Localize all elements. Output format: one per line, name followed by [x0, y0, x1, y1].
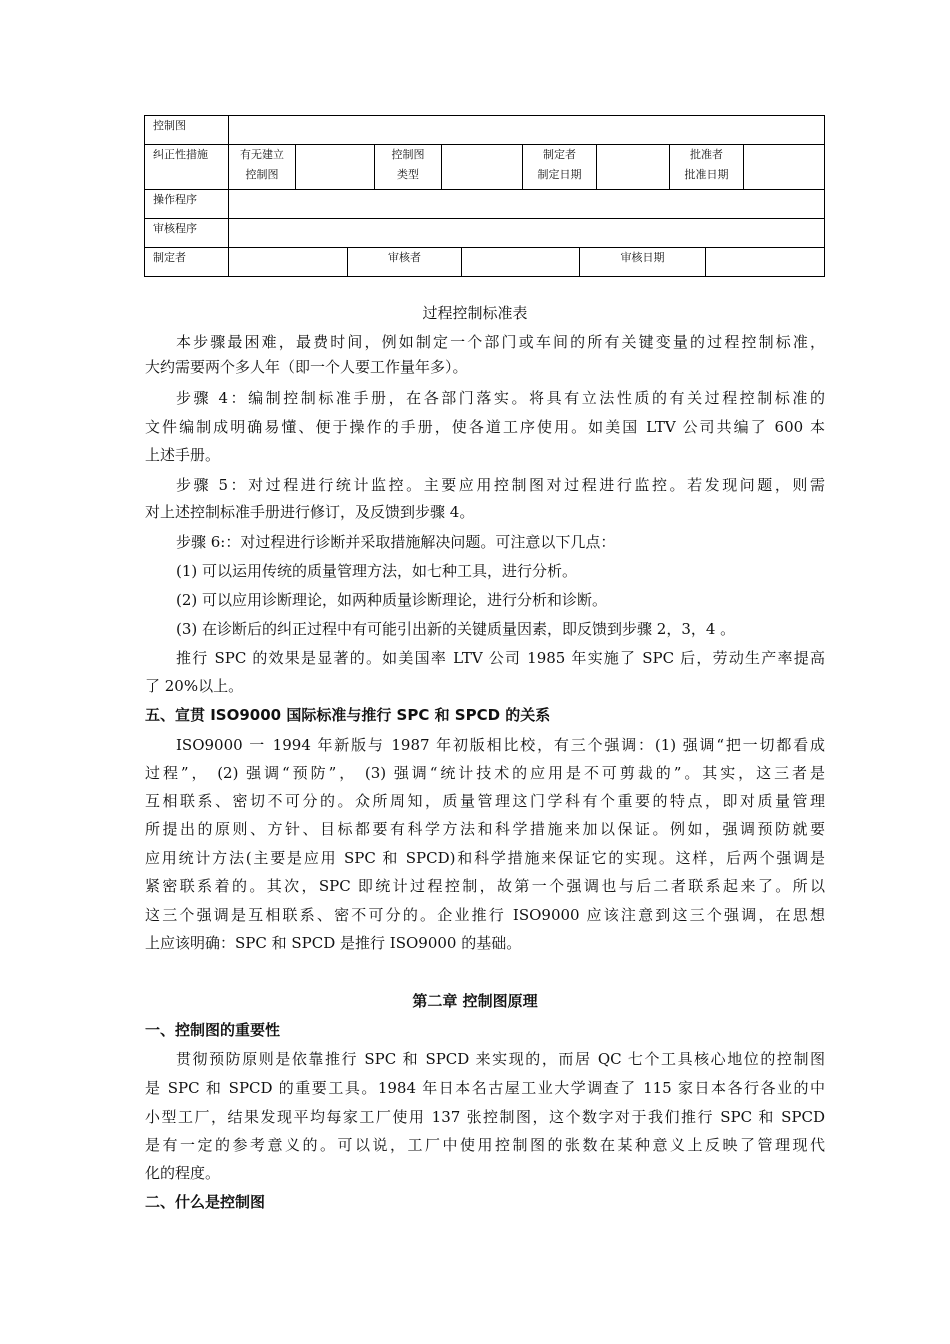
- section-5-line: 上应该明确：SPC 和 SPCD 是推行 ISO9000 的基础。: [145, 934, 522, 952]
- section-5-line: ISO9000 一 1994 年新版与 1987 年初版相比校，有三个强调：(1) 强调“把一切都看成: [176, 736, 825, 754]
- table-label-control-chart: 控制图: [145, 116, 229, 145]
- table-cell-approver-date: [670, 145, 744, 190]
- table-label-auditor: 审核者: [348, 248, 462, 277]
- paragraph-line: 大约需要两个多人年（即一个人要工作量年多）。: [145, 358, 468, 376]
- section-5-line: 互相联系、密切不可分的。众所周知，质量管理这门学科有个重要的特点，即对质量管理: [145, 792, 825, 810]
- chapter-heading-1: 一、控制图的重要性: [145, 1021, 281, 1039]
- table-cell-text: 有无建立: [240, 148, 284, 161]
- chapter-heading-2: 二、什么是控制图: [145, 1193, 266, 1211]
- table-cell-empty: [462, 248, 580, 277]
- chapter-title: 第二章 控制图原理: [412, 992, 538, 1010]
- table-cell-text: 批准日期: [684, 168, 729, 181]
- effect-line: 推行 SPC 的效果是显著的。如美国率 LTV 公司 1985 年实施了 SPC 后，劳动生产率提高: [176, 649, 825, 667]
- table-cell-empty: [296, 145, 375, 190]
- standard-table-row-control-chart: [144, 115, 825, 145]
- chapter-1-line: 是 SPC 和 SPCD 的重要工具。1984 年日本名古屋工业大学调查了 115 家日本各行各业的中: [145, 1079, 825, 1097]
- table-label-audit: 审核程序: [145, 219, 229, 248]
- table-cell-empty: [229, 116, 825, 145]
- step-4-line: 文件编制成明确易懂、便于操作的手册，使各道工序使用。如美国 LTV 公司共编了 600 本: [145, 418, 825, 436]
- effect-line: 了 20%以上。: [145, 677, 244, 695]
- chapter-1-line: 贯彻预防原则是依靠推行 SPC 和 SPCD 来实现的，而居 QC 七个工具核心地位的控制图: [176, 1050, 825, 1068]
- table-cell-empty: [706, 248, 825, 277]
- table-cell-text: 类型: [397, 168, 419, 181]
- table-cell-empty: [229, 219, 825, 248]
- section-5-line: 过程”， (2) 强调“预防”， (3) 强调“统计技术的应用是不可剪裁的”。其实，这三者是: [145, 764, 825, 782]
- standard-table-row-corrective: [144, 144, 825, 190]
- paragraph-line: 本步骤最困难，最费时间，例如制定一个部门或车间的所有关键变量的过程控制标准，: [176, 333, 825, 351]
- table-cell-text: 控制图: [391, 148, 425, 161]
- table-cell-has-chart: [229, 145, 296, 190]
- table-cell-text: 控制图: [245, 168, 279, 181]
- step-6-line: 步骤 6:：对过程进行诊断并采取措施解决问题。可注意以下几点：: [176, 533, 616, 551]
- standard-table-rows-procedures: [144, 189, 825, 277]
- table-cell-chart-type: [375, 145, 442, 190]
- list-item: (3) 在诊断后的纠正过程中有可能引出新的关键质量因素，即反馈到步骤 2，3，4 。: [176, 620, 736, 638]
- step-5-line: 步骤 5：对过程进行统计监控。主要应用控制图对过程进行监控。若发现问题，则需: [176, 476, 825, 494]
- chapter-1-line: 小型工厂，结果发现平均每家工厂使用 137 张控制图，这个数字对于我们推行 SPC 和 SPCD: [145, 1108, 825, 1126]
- table-cell-text: 制定者: [543, 148, 576, 161]
- table-cell-text: 制定日期: [537, 168, 582, 181]
- table-label-operation: 操作程序: [145, 190, 229, 219]
- table-label-maker: 制定者: [145, 248, 229, 277]
- chapter-1-line: 化的程度。: [145, 1164, 221, 1182]
- table-cell-empty: [229, 248, 348, 277]
- step-4-line: 步骤 4：编制控制标准手册，在各部门落实。将具有立法性质的有关过程控制标准的: [176, 389, 825, 407]
- step-5-line: 对上述控制标准手册进行修订，及反馈到步骤 4。: [145, 503, 475, 521]
- chapter-1-line: 是有一定的参考意义的。可以说，工厂中使用控制图的张数在某种意义上反映了管理现代: [145, 1136, 825, 1154]
- table-cell-text: 批准者: [690, 148, 723, 161]
- step-4-line: 上述手册。: [145, 446, 221, 464]
- section-5-line: 应用统计方法(主要是应用 SPC 和 SPCD)和科学措施来保证它的实现。这样，后两个强调是: [145, 849, 825, 867]
- table-cell-empty: [744, 145, 825, 190]
- list-item: (1) 可以运用传统的质量管理方法，如七种工具，进行分析。: [176, 562, 578, 580]
- section-5-line: 所提出的原则、方针、目标都要有科学方法和科学措施来加以保证。例如，强调预防就要: [145, 820, 825, 838]
- section-heading-5: 五、宣贯 ISO9000 国际标准与推行 SPC 和 SPCD 的关系: [145, 706, 551, 724]
- table-cell-empty: [597, 145, 670, 190]
- list-item: (2) 可以应用诊断理论，如两种质量诊断理论，进行分析和诊断。: [176, 591, 608, 609]
- table-cell-empty: [229, 190, 825, 219]
- section-5-line: 紧密联系着的。其次，SPC 即统计过程控制，故第一个强调也与后二者联系起来了。所以: [145, 877, 825, 895]
- section-5-line: 这三个强调是互相联系、密不可分的。企业推行 ISO9000 应该注意到这三个强调，在思想: [145, 906, 825, 924]
- table-label-corrective: 纠正性措施: [145, 145, 229, 190]
- table-cell-maker-date: [523, 145, 597, 190]
- table-caption: 过程控制标准表: [422, 304, 528, 322]
- table-label-audit-date: 审核日期: [580, 248, 706, 277]
- table-cell-empty: [442, 145, 523, 190]
